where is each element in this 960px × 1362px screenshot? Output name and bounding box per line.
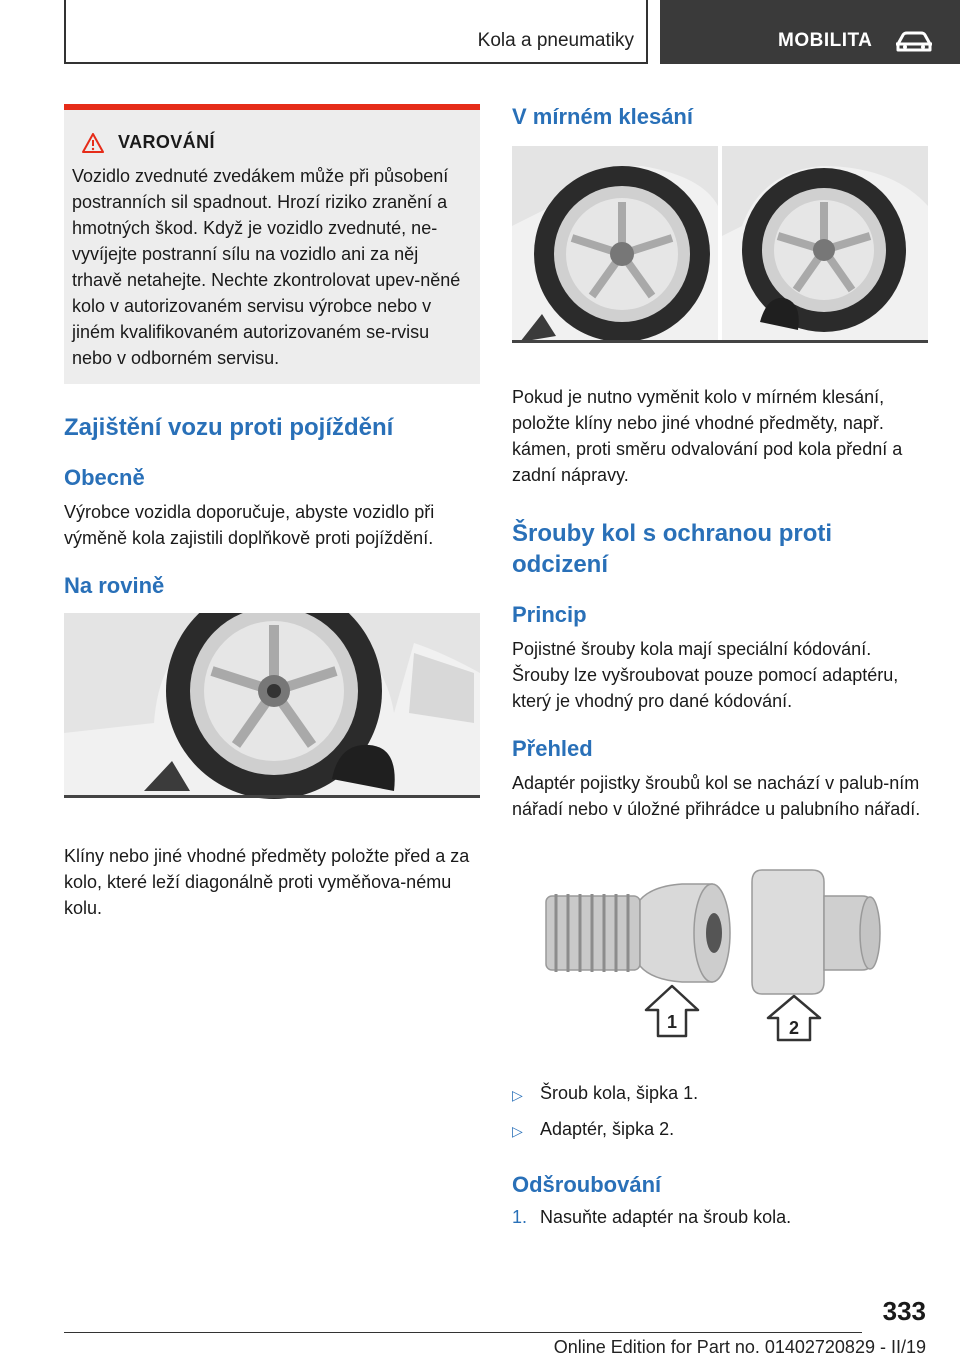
warning-triangle-icon	[82, 133, 104, 153]
triangle-bullet-icon: ▷	[512, 1123, 523, 1139]
list-item	[512, 1116, 928, 1144]
wheel-chock-slope-image	[512, 146, 928, 346]
locking-bolt-adapter-image	[512, 850, 928, 1060]
paragraph-slope: Pokud je nutno vyměnit kolo v mírném klesání, položte klíny nebo jiné vhodné předměty, např. kámen, proti směru odvalování pod kola přední a zadní nápravy.	[512, 387, 903, 485]
bullet-list	[512, 1080, 928, 1144]
paragraph-overview: Adaptér pojistky šroubů kol se nachází v palub-ním nářadí nebo v úložné přihrádce u palubního nářadí.	[512, 773, 921, 819]
header-chapter-tab[interactable]	[660, 0, 960, 64]
paragraph-general: Výrobce vozidla doporučuje, abyste vozidlo při výměně kola zajistili doplňkově proti pojíždění.	[64, 502, 435, 548]
right-column	[512, 104, 928, 1230]
arrow-label-2: 2	[788, 1018, 800, 1038]
subheading-overview: Přehled	[512, 736, 593, 761]
header-section-box	[64, 0, 648, 64]
edition-note: Online Edition for Part no. 01402720829 - II/19	[553, 1337, 926, 1357]
paragraph-flat: Klíny nebo jiné vhodné předměty položte před a za kolo, které leží diagonálně proti vyměňova-nému kolu.	[64, 846, 470, 918]
warning-box	[64, 104, 480, 384]
section-heading-chocks: Zajištění vozu proti pojíždění	[64, 414, 394, 441]
header-section-title: Kola a pneumatiky	[477, 30, 634, 51]
car-icon	[894, 30, 934, 54]
list-item-text: Šroub kola, šipka 1.	[540, 1083, 699, 1103]
page-number: 333	[882, 1296, 926, 1326]
step-text: Nasuňte adaptér na šroub kola.	[540, 1207, 792, 1227]
step-item	[512, 1204, 928, 1230]
triangle-bullet-icon: ▷	[512, 1087, 523, 1103]
subheading-general: Obecně	[64, 465, 145, 490]
section-heading-bolts: Šrouby kol s ochranou proti odcizení	[512, 520, 833, 578]
subheading-slope: V mírném klesání	[512, 104, 693, 129]
warning-title: VAROVÁNÍ	[118, 132, 215, 152]
footer-divider	[64, 1332, 862, 1333]
paragraph-principle: Pojistné šrouby kola mají speciální kódování. Šrouby lze vyšroubovat pouze pomocí adaptéru, který je vhodný pro dané kódování.	[512, 639, 899, 711]
left-column	[64, 104, 480, 921]
list-item	[512, 1080, 928, 1108]
warning-text: Vozidlo zvednuté zvedákem může při působení postranních sil spadnout. Hrozí riziko zranění a hmotných škod. Když je vozidlo zvednuté, ne-vyvíjejte postranní sílu na vozidlo ani za něj trhavě netahejte. Nechte zkontrolovat upev-něné kolo v autorizovaném servisu výrobce nebo v jiném kvalifikovaném autorizovaném se-rvisu nebo v odborném servisu.	[72, 166, 461, 368]
subheading-flat: Na rovině	[64, 573, 165, 598]
wheel-chock-flat-image	[64, 613, 480, 803]
list-item-text: Adaptér, šipka 2.	[540, 1119, 675, 1139]
subheading-unscrew: Odšroubování	[512, 1172, 662, 1197]
header-chapter-title: MOBILITA	[778, 30, 873, 51]
step-number: 1.	[512, 1207, 528, 1227]
subheading-principle: Princip	[512, 602, 587, 627]
warning-header	[82, 132, 472, 153]
arrow-label-1: 1	[666, 1012, 678, 1032]
